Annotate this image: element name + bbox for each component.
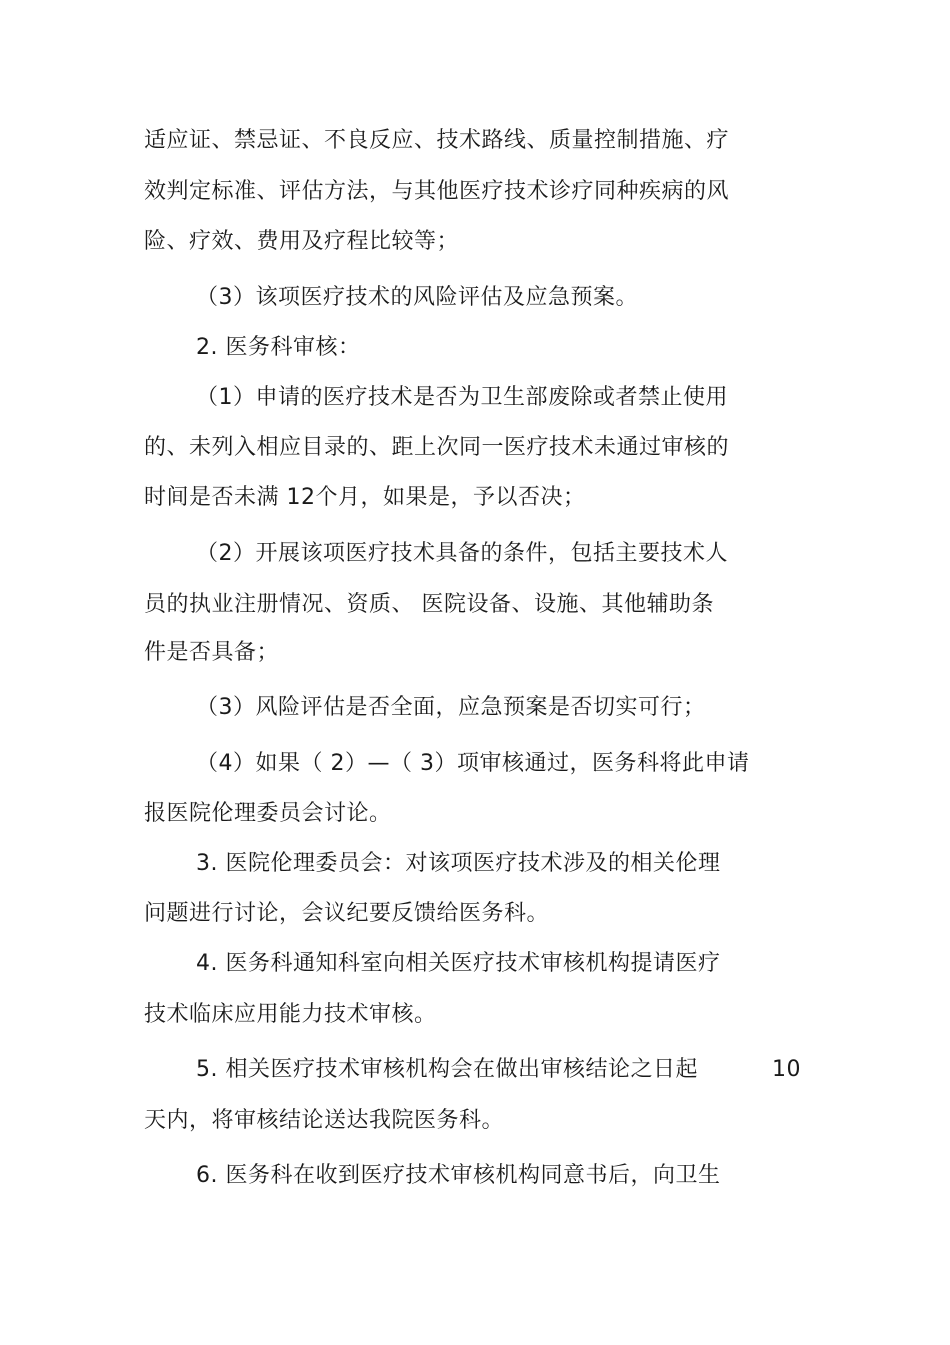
text-line: 4. 医务科通知科室向相关医疗技术审核机构提请医疗 xyxy=(196,951,721,976)
text-line: （3）该项医疗技术的风险评估及应急预案。 xyxy=(196,285,638,310)
text-line: 5. 相关医疗技术审核机构会在做出审核结论之日起 xyxy=(196,1057,698,1082)
text-line: （2）开展该项医疗技术具备的条件，包括主要技术人 xyxy=(196,541,728,566)
text-line: 天内，将审核结论送达我院医务科。 xyxy=(144,1108,505,1133)
text-line: 6. 医务科在收到医疗技术审核机构同意书后，向卫生 xyxy=(196,1163,721,1188)
text-line: 的、未列入相应目录的、距上次同一医疗技术未通过审核的 xyxy=(144,435,730,460)
text-line: 问题进行讨论，会议纪要反馈给医务科。 xyxy=(144,901,550,926)
text-line: （1）申请的医疗技术是否为卫生部废除或者禁止使用 xyxy=(196,385,728,410)
text-line: （3）风险评估是否全面，应急预案是否切实可行； xyxy=(196,695,706,720)
text-line: 员的执业注册情况、资质、 医院设备、设施、其他辅助条 xyxy=(144,592,714,617)
text-line: 件是否具备； xyxy=(144,640,280,665)
text-line: 时间是否未满 12个月，如果是，予以否决； xyxy=(144,485,586,510)
text-line: 效判定标准、评估方法，与其他医疗技术诊疗同种疾病的风 xyxy=(144,179,730,204)
text-line: 3. 医院伦理委员会：对该项医疗技术涉及的相关伦理 xyxy=(196,851,721,876)
text-line-number: 10 xyxy=(772,1057,801,1082)
text-line: 技术临床应用能力技术审核。 xyxy=(144,1002,437,1027)
section-heading: 2. 医务科审核： xyxy=(196,335,361,360)
text-line: 适应证、禁忌证、不良反应、技术路线、质量控制措施、疗 xyxy=(144,128,730,153)
text-line: 报医院伦理委员会讨论。 xyxy=(144,801,392,826)
text-line: 险、疗效、费用及疗程比较等； xyxy=(144,229,460,254)
text-line: （4）如果（ 2）—（ 3）项审核通过，医务科将此申请 xyxy=(196,751,750,776)
